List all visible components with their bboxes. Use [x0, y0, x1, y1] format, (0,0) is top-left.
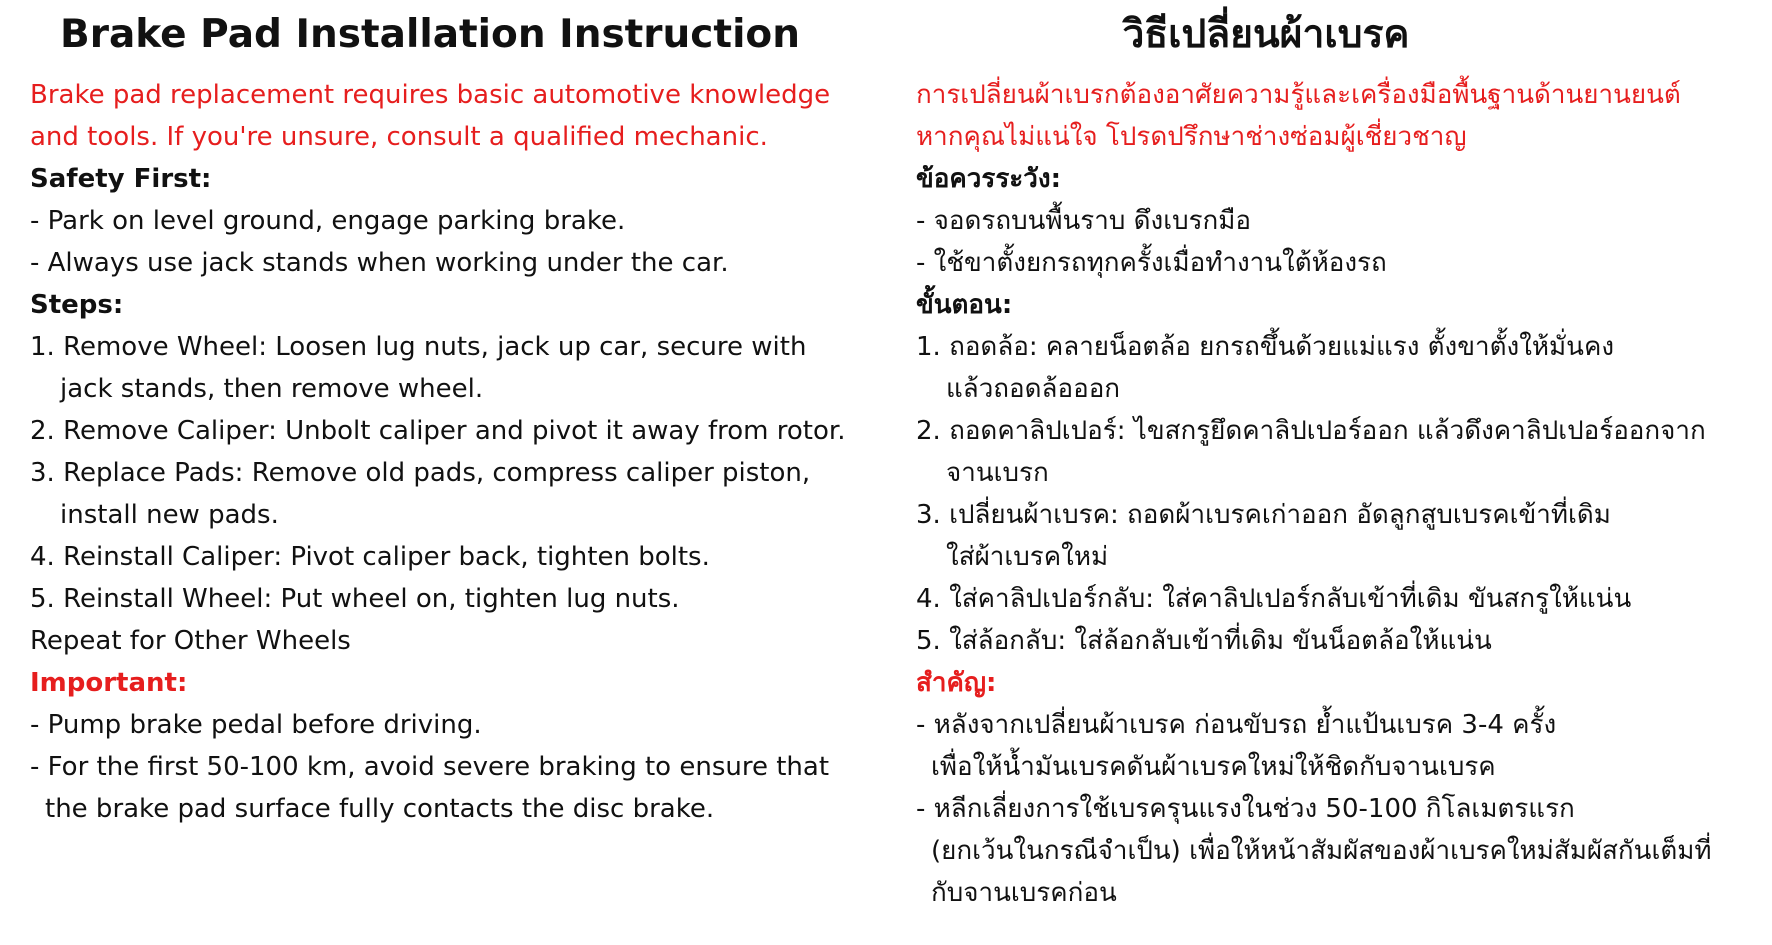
thai-column	[916, 0, 1756, 914]
thai-safety-heading: ข้อควรระวัง:	[916, 164, 1061, 194]
english-important-heading: Important:	[30, 668, 188, 698]
thai-step-1-line-2: แล้วถอดล้อออก	[946, 374, 1121, 404]
english-repeat-note: Repeat for Other Wheels	[30, 626, 351, 656]
thai-warning-line-2: หากคุณไม่แน่ใจ โปรดปรึกษาช่างซ่อมผู้เชี่ยวชาญ	[916, 122, 1467, 152]
thai-step-4: 4. ใส่คาลิปเปอร์กลับ: ใส่คาลิปเปอร์กลับเข้าที่เดิม ขันสกรูให้แน่น	[916, 584, 1632, 614]
thai-important-heading: สำคัญ:	[916, 668, 997, 698]
english-column	[30, 0, 870, 830]
english-important-item-2-line-2: the brake pad surface fully contacts the disc brake.	[45, 794, 715, 824]
english-important-item-1: - Pump brake pedal before driving.	[30, 710, 482, 740]
thai-important-item-2-line-1: - หลีกเลี่ยงการใช้เบรครุนแรงในช่วง 50-100 กิโลเมตรแรก	[916, 794, 1575, 824]
english-steps-heading: Steps:	[30, 290, 124, 320]
thai-step-5: 5. ใส่ล้อกลับ: ใส่ล้อกลับเข้าที่เดิม ขันน็อตล้อให้แน่น	[916, 626, 1492, 656]
thai-title: วิธีเปลี่ยนผ้าเบรค	[1122, 12, 1410, 57]
english-step-3-line-2: install new pads.	[60, 500, 279, 530]
thai-safety-item: - ใช้ขาตั้งยกรถทุกครั้งเมื่อทำงานใต้ห้องรถ	[916, 248, 1387, 278]
thai-step-3-line-2: ใส่ผ้าเบรคใหม่	[946, 542, 1109, 572]
english-title: Brake Pad Installation Instruction	[59, 12, 800, 57]
thai-safety-item: - จอดรถบนพื้นราบ ดึงเบรกมือ	[916, 206, 1252, 236]
english-warning-line-1: Brake pad replacement requires basic automotive knowledge	[30, 80, 831, 110]
thai-step-1-line-1: 1. ถอดล้อ: คลายน็อตล้อ ยกรถขึ้นด้วยแม่แรง ตั้งขาตั้งให้มั่นคง	[916, 332, 1615, 362]
thai-steps-heading: ขั้นตอน:	[916, 290, 1013, 320]
thai-step-3-line-1: 3. เปลี่ยนผ้าเบรค: ถอดผ้าเบรคเก่าออก อัดลูกสูบเบรคเข้าที่เดิม	[916, 500, 1611, 530]
english-step-4: 4. Reinstall Caliper: Pivot caliper back, tighten bolts.	[30, 542, 710, 572]
thai-warning-line-1: การเปลี่ยนผ้าเบรกต้องอาศัยความรู้และเครื่องมือพื้นฐานด้านยานยนต์	[916, 80, 1681, 110]
english-step-1-line-2: jack stands, then remove wheel.	[60, 374, 484, 404]
english-step-5: 5. Reinstall Wheel: Put wheel on, tighten lug nuts.	[30, 584, 680, 614]
english-step-3-line-1: 3. Replace Pads: Remove old pads, compress caliper piston,	[30, 458, 811, 488]
thai-important-item-1-line-2: เพื่อให้น้ำมันเบรคดันผ้าเบรคใหม่ให้ชิดกับจานเบรค	[931, 752, 1496, 782]
english-step-1-line-1: 1. Remove Wheel: Loosen lug nuts, jack up car, secure with	[30, 332, 807, 362]
english-step-2: 2. Remove Caliper: Unbolt caliper and pivot it away from rotor.	[30, 416, 846, 446]
thai-step-2-line-1: 2. ถอดคาลิปเปอร์: ไขสกรูยึดคาลิปเปอร์ออก แล้วดึงคาลิปเปอร์ออกจาก	[916, 416, 1706, 446]
thai-important-item-2-line-2: (ยกเว้นในกรณีจำเป็น) เพื่อให้หน้าสัมผัสของผ้าเบรคใหม่สัมผัสกันเต็มที่	[931, 836, 1712, 866]
english-warning-line-2: and tools. If you're unsure, consult a qualified mechanic.	[30, 122, 768, 152]
english-safety-item: - Park on level ground, engage parking brake.	[30, 206, 626, 236]
english-safety-heading: Safety First:	[30, 164, 212, 194]
thai-step-2-line-2: จานเบรก	[946, 458, 1049, 488]
thai-important-item-2-line-3: กับจานเบรคก่อน	[931, 878, 1117, 908]
english-important-item-2-line-1: - For the first 50-100 km, avoid severe braking to ensure that	[30, 752, 830, 782]
thai-important-item-1-line-1: - หลังจากเปลี่ยนผ้าเบรค ก่อนขับรถ ย้ำแป้นเบรค 3-4 ครั้ง	[916, 710, 1557, 740]
english-safety-item: - Always use jack stands when working under the car.	[30, 248, 729, 278]
